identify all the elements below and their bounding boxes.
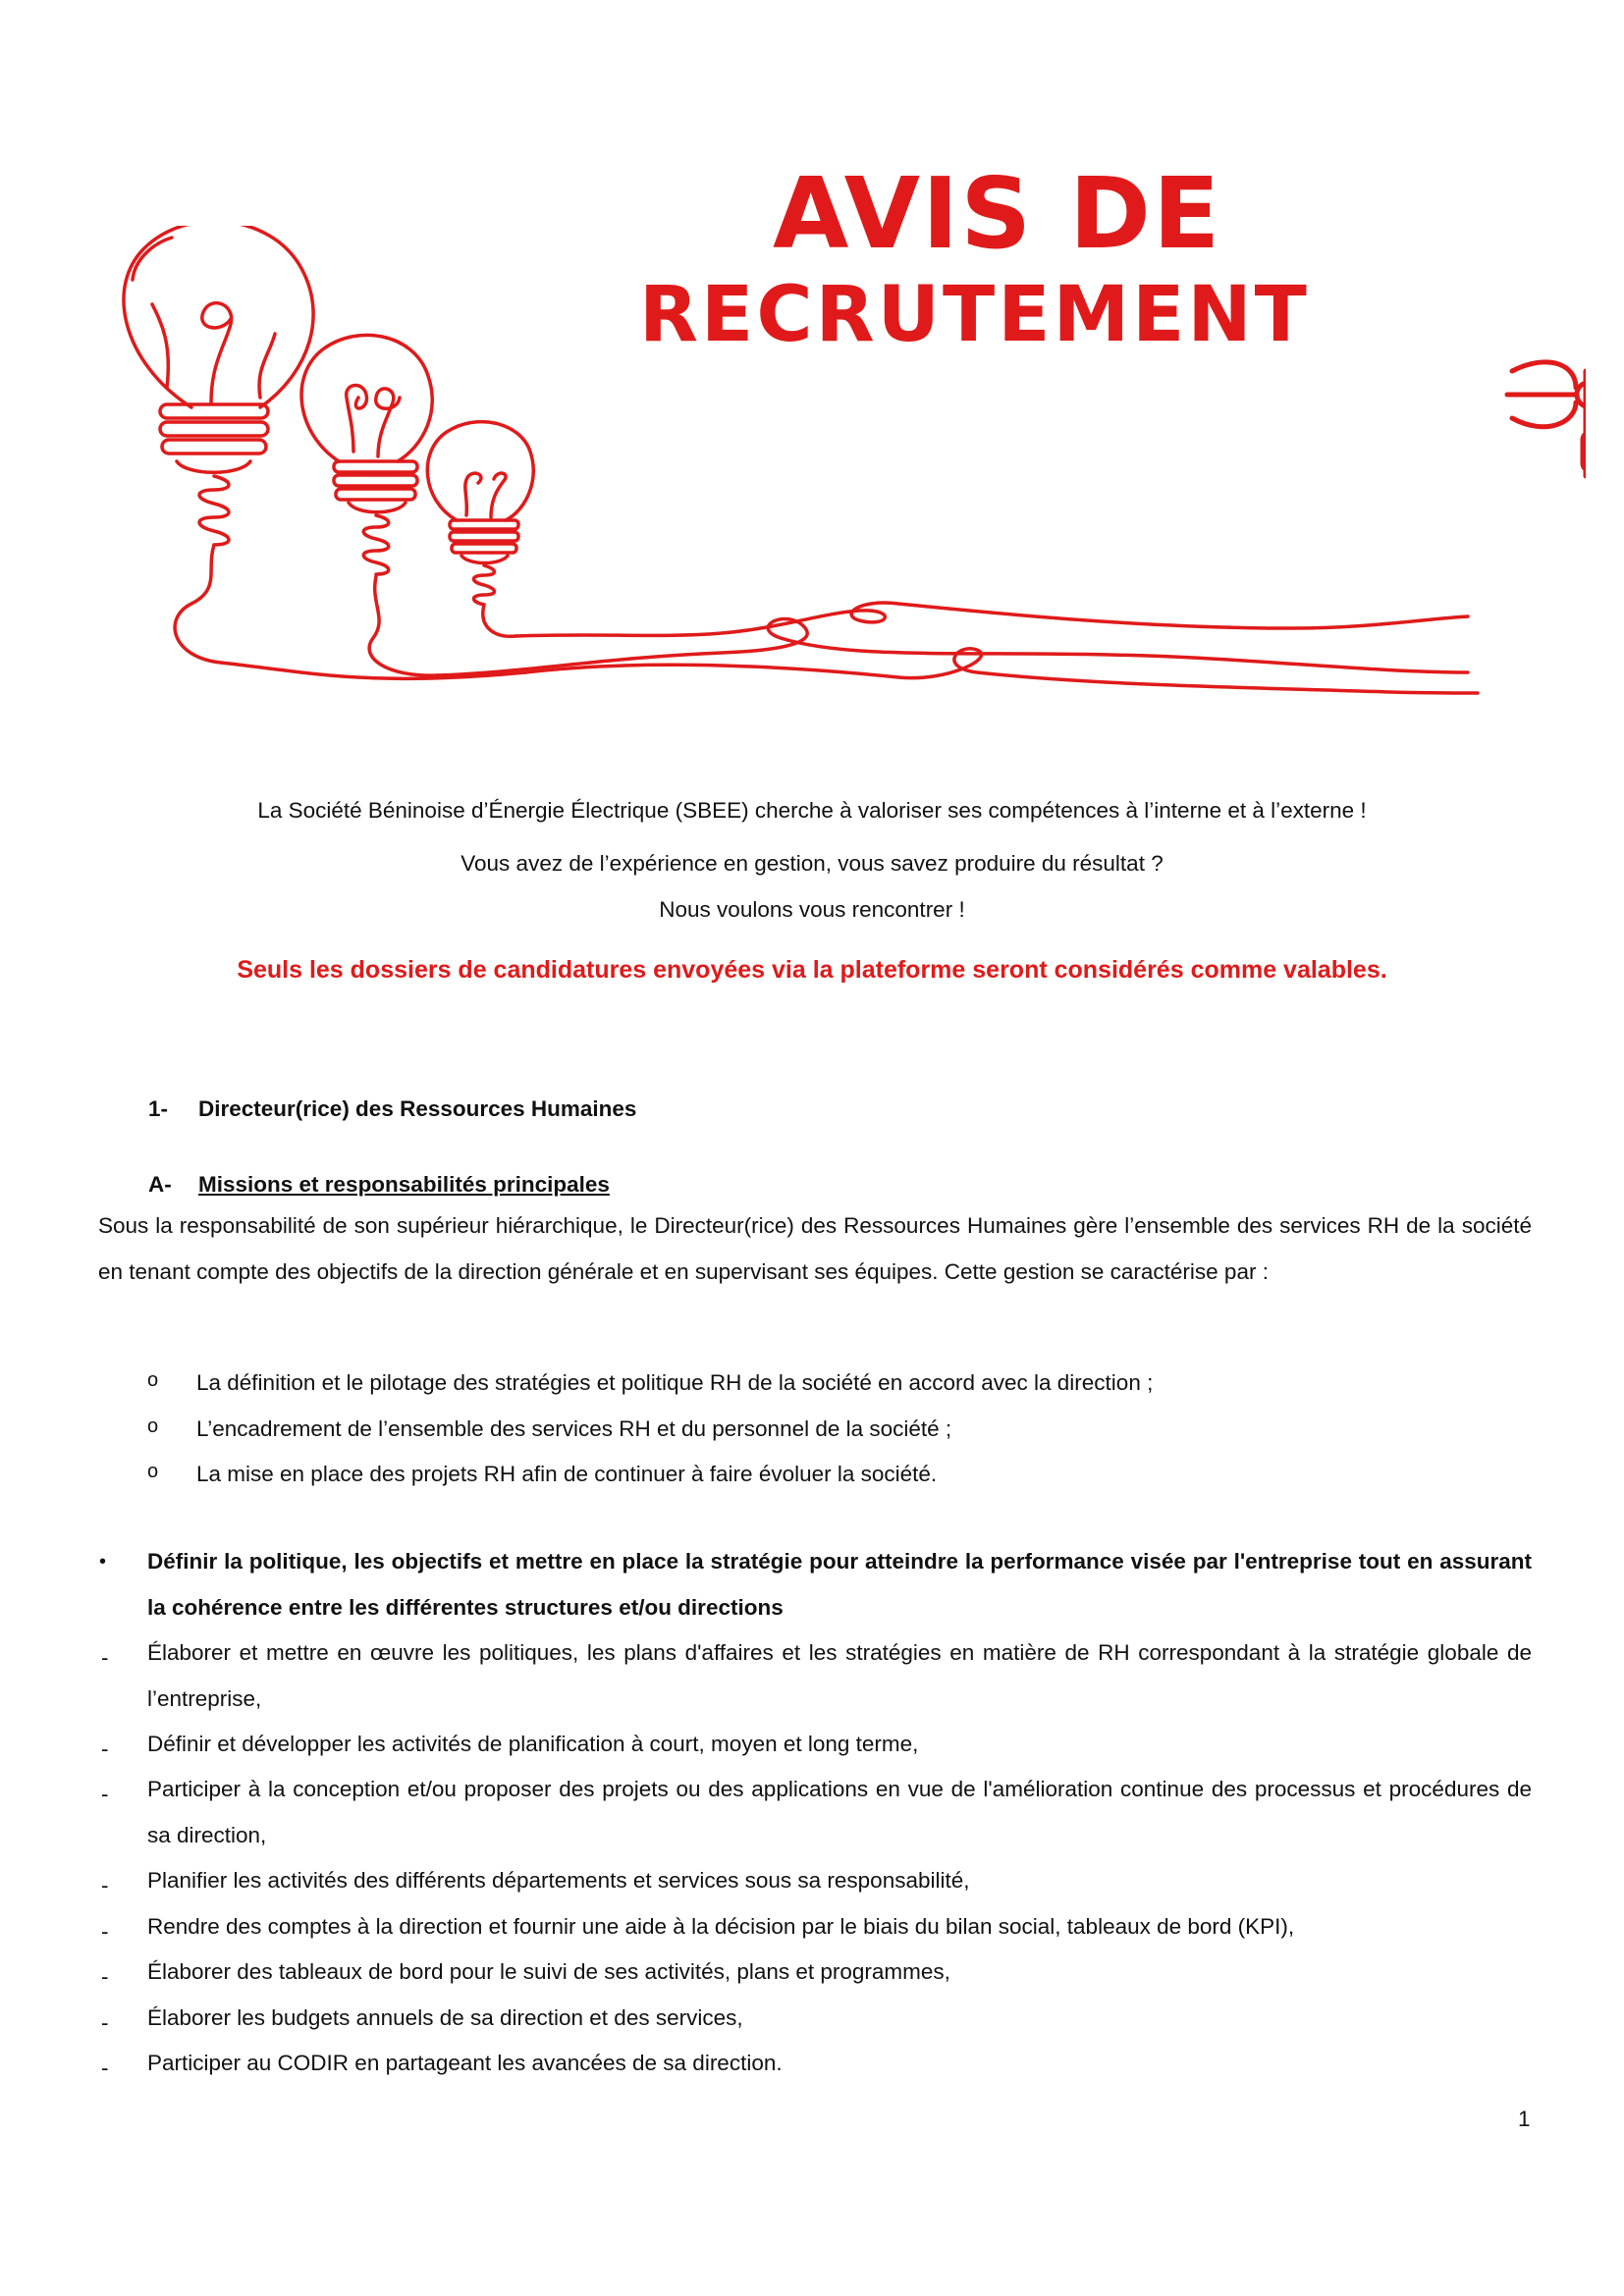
dash-icon: - (101, 1645, 109, 1670)
medium-bulb-icon (301, 335, 437, 675)
main-objective: Définir la politique, les objectifs et mettre en place la stratégie pour atteindre la performance visée par l'entreprise tout en assurant la cohérence entre les différentes structures et/ou directions (147, 1549, 1532, 1620)
dash-icon: - (101, 2010, 109, 2035)
list-item: Participer à la conception et/ou proposer des projets ou des applications en vue de l'amélioration continue des processus et procédures de sa direction, (147, 1777, 1532, 1847)
position-title: Directeur(rice) des Ressources Humaines (198, 1096, 637, 1121)
dash-icon: - (101, 1782, 109, 1806)
dash-icon: - (101, 2056, 109, 2080)
list-item: Élaborer et mettre en œuvre les politiques, les plans d'affaires et les stratégies en matière de RH correspondant à la stratégie globale de l’entreprise, (147, 1640, 1532, 1711)
section-title: Missions et responsabilités principales (198, 1172, 610, 1197)
list-item: Élaborer les budgets annuels de sa direction et des services, (147, 2005, 743, 2030)
list-item: Planifier les activités des différents départements et services sous sa responsabilité, (147, 1868, 970, 1893)
section-letter: A- (148, 1172, 172, 1197)
list-bullet-icon: o (147, 1369, 159, 1391)
large-bulb-icon (124, 226, 525, 678)
wire-decoration (437, 603, 1478, 693)
intro-paragraph: Sous la responsabilité de son supérieur hiérarchique, le Directeur(rice) des Ressources Humaines gère l’ensemble des services RH de la société en tenant compte des objectifs de la direction générale et en supervisant ses équipes. Cette gestion se caractérise par : (98, 1213, 1532, 1284)
dash-icon: - (101, 1736, 109, 1761)
intro-line-2: Vous avez de l’expérience en gestion, vous savez produire du résultat ? (460, 851, 1164, 876)
title-line-2: RECRUTEMENT (639, 271, 1310, 359)
list-item: La définition et le pilotage des stratégies et politique RH de la société en accord avec la direction ; (196, 1370, 1154, 1395)
warning-notice: Seuls les dossiers de candidatures envoyées via la plateforme seront considérés comme valables. (237, 956, 1387, 984)
bullet-icon: • (99, 1551, 107, 1573)
lightbulbs-illustration (113, 226, 1586, 717)
list-bullet-icon: o (147, 1415, 159, 1437)
page-number: 1 (1518, 2107, 1531, 2131)
title-line-1: AVIS DE (773, 156, 1222, 271)
list-item: L’encadrement de l’ensemble des services RH et du personnel de la société ; (196, 1416, 952, 1441)
dash-icon: - (101, 1919, 109, 1944)
list-item: La mise en place des projets RH afin de continuer à faire évoluer la société. (196, 1462, 938, 1486)
small-bulb-icon (427, 422, 533, 637)
intro-line-1: La Société Béninoise d’Énergie Électrique (SBEE) cherche à valoriser ses compétences à l’interne et à l’externe ! (257, 798, 1367, 823)
dash-icon: - (101, 1873, 109, 1897)
list-item: Rendre des comptes à la direction et fournir une aide à la décision par le biais du bilan social, tableaux de bord (KPI), (147, 1914, 1295, 1939)
position-number: 1- (148, 1096, 169, 1121)
list-item: Élaborer des tableaux de bord pour le suivi de ses activités, plans et programmes, (147, 1959, 950, 1984)
list-bullet-icon: o (147, 1461, 159, 1482)
dash-icon: - (101, 1964, 109, 1989)
intro-line-3: Nous voulons vous rencontrer ! (659, 897, 965, 922)
list-item: Participer au CODIR en partageant les avancées de sa direction. (147, 2051, 783, 2075)
list-item: Définir et développer les activités de planification à court, moyen et long terme, (147, 1732, 919, 1756)
sbee-logo-icon (1507, 358, 1586, 476)
